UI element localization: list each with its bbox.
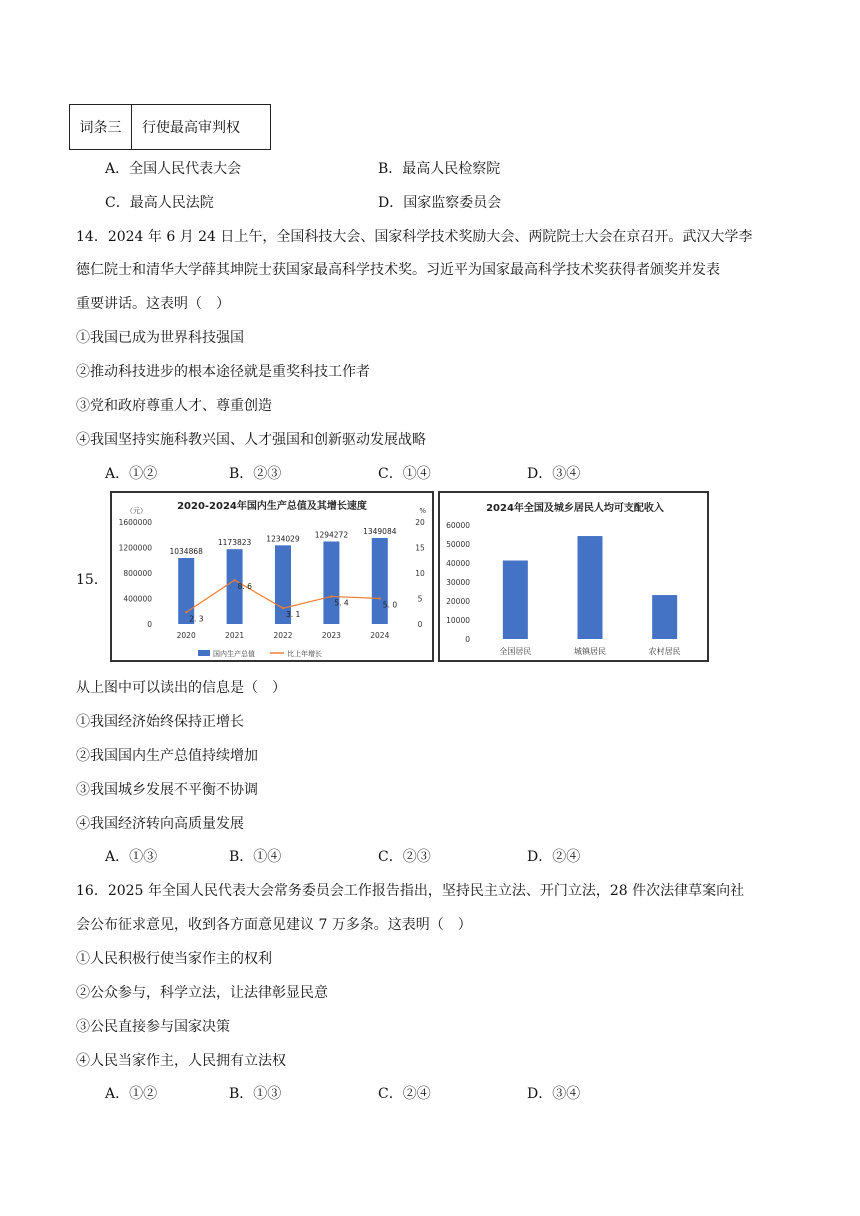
gdp-growth-point	[330, 595, 332, 597]
q16-stem-line-1: 16．2025 年全国人民代表大会常务委员会工作报告指出，坚持民主立法、开门立法，28 件次法律草案向社	[76, 883, 745, 899]
income-chart	[440, 493, 707, 660]
q16-option-d[interactable]: D．③④	[527, 1086, 581, 1102]
gdp-bar	[372, 538, 388, 624]
q15-option-a[interactable]: A．①③	[105, 849, 158, 865]
gdp-growth-point	[379, 597, 381, 599]
q14-statement-2: ②推动科技进步的根本途径就是重奖科技工作者	[76, 364, 370, 380]
q15-statement-4: ④我国经济转向高质量发展	[76, 816, 244, 832]
q16-option-a[interactable]: A．①②	[105, 1086, 158, 1102]
gdp-bar-value-label: 1294272	[314, 530, 349, 540]
q15-statement-2: ②我国国内生产总值持续增加	[76, 748, 258, 764]
gdp-growth-value-label: 2. 3	[189, 614, 204, 624]
q15-option-c[interactable]: C．②③	[378, 849, 431, 865]
income-bar	[578, 536, 603, 639]
income-bar	[503, 561, 528, 639]
q14-statement-4: ④我国坚持实施科教兴国、人才强国和创新驱动发展战略	[76, 432, 426, 448]
gdp-legend-bar-label: 国内生产总值	[213, 650, 255, 658]
q13-option-b[interactable]: B．最高人民检察院	[378, 161, 501, 177]
income-chart-frame	[438, 491, 709, 662]
q15-statement-1: ①我国经济始终保持正增长	[76, 714, 244, 730]
q16-statement-4: ④人民当家作主，人民拥有立法权	[76, 1053, 286, 1069]
gdp-left-unit: （元）	[126, 507, 147, 515]
q15-option-d[interactable]: D．②④	[527, 849, 581, 865]
income-y-tick-label: 10000	[446, 616, 470, 625]
gdp-x-tick-label: 2023	[321, 631, 341, 640]
q14-statement-1: ①我国已成为世界科技强国	[76, 330, 244, 346]
income-x-tick-label: 城镇居民	[574, 647, 606, 656]
gdp-growth-value-label: 8. 6	[237, 582, 252, 592]
q13-option-d[interactable]: D．国家监察委员会	[378, 195, 502, 211]
gdp-x-tick-label: 2022	[273, 631, 293, 640]
gdp-growth-point	[233, 579, 235, 581]
q14-option-c[interactable]: C．①④	[378, 466, 431, 482]
gdp-legend-line-label: 比上年增长	[287, 650, 322, 658]
gdp-growth-value-label: 5. 0	[382, 600, 398, 610]
q16-option-c[interactable]: C．②④	[378, 1086, 431, 1102]
gdp-chart	[112, 493, 432, 660]
gdp-x-tick-label: 2024	[370, 631, 390, 640]
gdp-bar-value-label: 1034868	[169, 547, 203, 557]
gdp-x-tick-label: 2020	[176, 631, 196, 640]
gdp-growth-value-label: 3. 1	[286, 610, 301, 620]
gdp-growth-point	[185, 611, 187, 613]
gdp-x-tick-label: 2021	[225, 631, 245, 640]
gdp-chart-frame	[110, 491, 434, 662]
gdp-right-tick-label: 0	[417, 620, 423, 629]
income-x-tick-label: 农村居民	[648, 647, 681, 656]
gdp-left-tick-label: 400000	[123, 594, 152, 604]
q14-stem-line-2: 德仁院士和清华大学薛其坤院士获国家最高科学技术奖。习近平为国家最高科学技术奖获得者颁奖并发表	[76, 262, 720, 278]
term-table	[69, 104, 271, 150]
q13-option-a[interactable]: A．全国人民代表大会	[105, 161, 242, 177]
gdp-right-unit: %	[419, 507, 426, 515]
gdp-growth-value-label: 5. 4	[334, 598, 349, 608]
q15-statement-3: ③我国城乡发展不平衡不协调	[76, 782, 258, 798]
gdp-bar-value-label: 1234029	[266, 534, 300, 544]
income-y-tick-label: 40000	[446, 559, 470, 568]
q16-statement-2: ②公众参与，科学立法，让法律彰显民意	[76, 985, 328, 1001]
gdp-growth-point	[282, 607, 284, 609]
gdp-left-tick-label: 800000	[123, 569, 152, 578]
income-chart-title: 2024年全国及城乡居民人均可支配收入	[486, 503, 664, 514]
gdp-bar-value-label: 1349084	[363, 526, 397, 536]
gdp-chart-title: 2020-2024年国内生产总值及其增长速度	[177, 501, 367, 512]
gdp-left-tick-label: 0	[147, 620, 152, 629]
income-bar	[652, 595, 677, 639]
q14-option-a[interactable]: A．①②	[105, 466, 158, 482]
q14-stem-line-3: 重要讲话。这表明（ ）	[76, 296, 230, 312]
q14-option-d[interactable]: D．③④	[527, 466, 581, 482]
q14-option-b[interactable]: B．②③	[229, 466, 282, 482]
q13-option-c[interactable]: C．最高人民法院	[105, 195, 214, 211]
gdp-legend-bar-swatch	[198, 650, 210, 656]
gdp-right-tick-label: 5	[417, 594, 423, 604]
income-x-tick-label: 全国居民	[499, 647, 532, 656]
income-y-tick-label: 60000	[446, 521, 470, 530]
q14-stem-line-1: 14．2024 年 6 月 24 日上午，全国科技大会、国家科学技术奖励大会、两院院士大会在京召开。武汉大学李	[76, 229, 753, 245]
q15-number: 15．	[76, 572, 108, 588]
income-y-tick-label: 30000	[446, 578, 470, 587]
gdp-left-tick-label: 1600000	[118, 518, 152, 527]
q16-statement-1: ①人民积极行使当家作主的权利	[76, 951, 272, 967]
income-y-tick-label: 50000	[446, 540, 470, 549]
gdp-right-tick-label: 20	[415, 518, 425, 527]
income-y-tick-label: 20000	[446, 597, 470, 606]
term-content: 行使最高审判权	[142, 120, 240, 136]
gdp-bar	[323, 541, 339, 624]
gdp-right-tick-label: 10	[415, 569, 425, 578]
gdp-bar-value-label: 1173823	[217, 538, 252, 548]
q15-option-b[interactable]: B．①④	[229, 849, 282, 865]
term-label: 词条三	[70, 105, 132, 149]
gdp-right-tick-label: 15	[415, 543, 425, 553]
q16-stem-line-2: 会公布征求意见，收到各方面意见建议 7 万多条。这表明（ ）	[76, 917, 472, 933]
q15-stem: 从上图中可以读出的信息是（ ）	[76, 680, 286, 696]
gdp-left-tick-label: 1200000	[118, 543, 152, 553]
income-y-tick-label: 0	[465, 635, 470, 644]
q16-option-b[interactable]: B．①③	[229, 1086, 282, 1102]
q16-statement-3: ③公民直接参与国家决策	[76, 1019, 230, 1035]
q14-statement-3: ③党和政府尊重人才、尊重创造	[76, 398, 272, 414]
